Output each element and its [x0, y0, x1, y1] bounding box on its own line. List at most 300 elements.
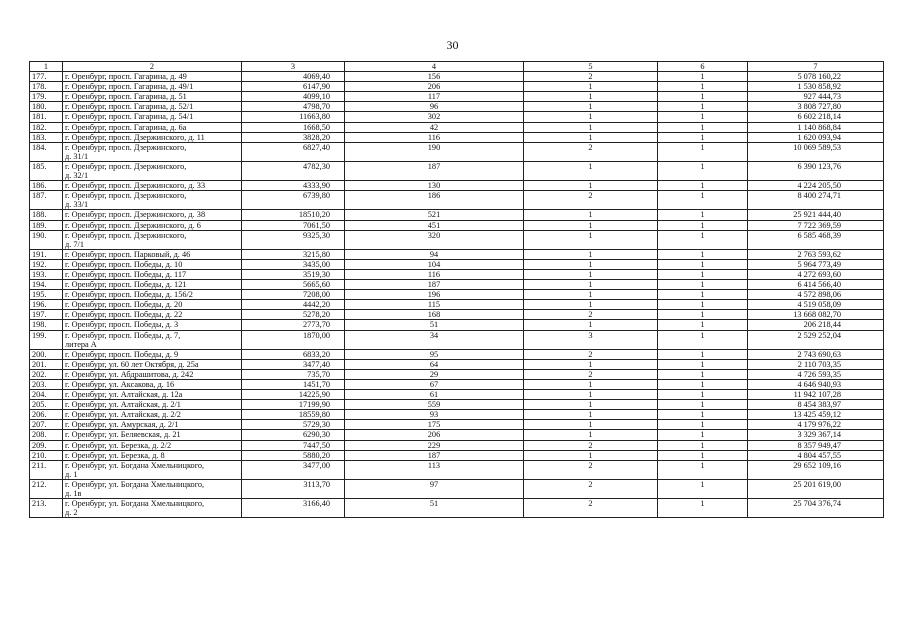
table-row	[30, 161, 884, 180]
cell-amount: 4 224 205,50	[748, 181, 884, 191]
cell-flag: 1	[658, 290, 748, 300]
cell-area: 3477,00	[242, 460, 345, 479]
table-row	[30, 82, 884, 92]
cell-amount: 11 942 107,28	[748, 390, 884, 400]
table-row	[30, 349, 884, 359]
cell-flag: 1	[658, 440, 748, 450]
cell-amount: 13 668 082,70	[748, 310, 884, 320]
cell-area: 14225,90	[242, 390, 345, 400]
cell-amount: 13 425 459,12	[748, 410, 884, 420]
cell-row-number: 209.	[30, 440, 63, 450]
cell-address: г. Оренбург, просп. Дзержинского, д. 32/1	[63, 161, 242, 180]
cell-row-number: 204.	[30, 390, 63, 400]
cell-address: г. Оренбург, просп. Победы, д. 3	[63, 320, 242, 330]
cell-row-number: 185.	[30, 161, 63, 180]
cell-address: г. Оренбург, просп. Дзержинского, д. 33/1	[63, 191, 242, 210]
cell-item-count: 1	[524, 380, 658, 390]
cell-address: г. Оренбург, просп. Дзержинского, д. 7/1	[63, 230, 242, 249]
cell-residents: 64	[345, 359, 524, 369]
table-row	[30, 220, 884, 230]
cell-flag: 1	[658, 72, 748, 82]
cell-row-number: 183.	[30, 132, 63, 142]
table-row	[30, 181, 884, 191]
cell-item-count: 1	[524, 82, 658, 92]
cell-item-count: 2	[524, 142, 658, 161]
cell-amount: 25 201 619,00	[748, 479, 884, 498]
cell-residents: 206	[345, 82, 524, 92]
cell-residents: 320	[345, 230, 524, 249]
cell-area: 4798,70	[242, 102, 345, 112]
cell-flag: 1	[658, 122, 748, 132]
cell-residents: 94	[345, 249, 524, 259]
cell-flag: 1	[658, 380, 748, 390]
table-row	[30, 390, 884, 400]
cell-amount: 6 414 566,40	[748, 280, 884, 290]
header-cell-4: 4	[345, 62, 524, 72]
cell-item-count: 1	[524, 92, 658, 102]
cell-row-number: 180.	[30, 102, 63, 112]
cell-item-count: 1	[524, 420, 658, 430]
cell-flag: 1	[658, 210, 748, 220]
cell-amount: 2 110 703,35	[748, 359, 884, 369]
cell-amount: 2 529 252,04	[748, 330, 884, 349]
cell-amount: 2 743 690,63	[748, 349, 884, 359]
cell-amount: 5 078 160,22	[748, 72, 884, 82]
cell-amount: 4 646 940,93	[748, 380, 884, 390]
cell-residents: 93	[345, 410, 524, 420]
cell-residents: 206	[345, 430, 524, 440]
cell-flag: 1	[658, 479, 748, 498]
cell-address: г. Оренбург, ул. 60 лет Октября, д. 25а	[63, 359, 242, 369]
cell-area: 3166,40	[242, 499, 345, 518]
cell-item-count: 1	[524, 400, 658, 410]
cell-area: 3215,80	[242, 249, 345, 259]
cell-amount: 8 357 949,47	[748, 440, 884, 450]
table-row	[30, 460, 884, 479]
table-row	[30, 420, 884, 430]
cell-area: 1870,00	[242, 330, 345, 349]
cell-amount: 4 272 693,60	[748, 269, 884, 279]
cell-flag: 1	[658, 269, 748, 279]
cell-flag: 1	[658, 320, 748, 330]
cell-residents: 302	[345, 112, 524, 122]
table-row	[30, 142, 884, 161]
cell-row-number: 188.	[30, 210, 63, 220]
cell-address: г. Оренбург, ул. Березка, д. 8	[63, 450, 242, 460]
cell-residents: 187	[345, 280, 524, 290]
cell-flag: 1	[658, 102, 748, 112]
table-row	[30, 191, 884, 210]
cell-area: 7061,50	[242, 220, 345, 230]
cell-flag: 1	[658, 499, 748, 518]
cell-residents: 95	[345, 349, 524, 359]
table-row	[30, 300, 884, 310]
cell-row-number: 184.	[30, 142, 63, 161]
cell-residents: 229	[345, 440, 524, 450]
cell-flag: 1	[658, 132, 748, 142]
cell-item-count: 1	[524, 210, 658, 220]
cell-row-number: 189.	[30, 220, 63, 230]
cell-flag: 1	[658, 259, 748, 269]
cell-area: 17199,90	[242, 400, 345, 410]
cell-item-count: 1	[524, 161, 658, 180]
cell-item-count: 2	[524, 479, 658, 498]
cell-area: 7447,50	[242, 440, 345, 450]
cell-area: 18559,80	[242, 410, 345, 420]
cell-area: 1451,70	[242, 380, 345, 390]
cell-area: 5278,20	[242, 310, 345, 320]
cell-address: г. Оренбург, ул. Алтайская, д. 2/1	[63, 400, 242, 410]
cell-address: г. Оренбург, просп. Дзержинского, д. 38	[63, 210, 242, 220]
cell-item-count: 1	[524, 102, 658, 112]
cell-area: 5880,20	[242, 450, 345, 460]
cell-area: 9325,30	[242, 230, 345, 249]
table-row	[30, 330, 884, 349]
cell-residents: 187	[345, 450, 524, 460]
cell-item-count: 1	[524, 300, 658, 310]
cell-residents: 521	[345, 210, 524, 220]
cell-row-number: 210.	[30, 450, 63, 460]
cell-residents: 96	[345, 102, 524, 112]
cell-area: 6833,20	[242, 349, 345, 359]
cell-amount: 8 400 274,71	[748, 191, 884, 210]
cell-amount: 206 218,44	[748, 320, 884, 330]
cell-item-count: 1	[524, 290, 658, 300]
cell-amount: 6 585 468,39	[748, 230, 884, 249]
cell-area: 7208,00	[242, 290, 345, 300]
cell-address: г. Оренбург, просп. Победы, д. 22	[63, 310, 242, 320]
cell-item-count: 1	[524, 259, 658, 269]
cell-item-count: 1	[524, 230, 658, 249]
cell-row-number: 196.	[30, 300, 63, 310]
cell-flag: 1	[658, 450, 748, 460]
cell-residents: 51	[345, 499, 524, 518]
cell-address: г. Оренбург, просп. Гагарина, д. 52/1	[63, 102, 242, 112]
cell-area: 3435,00	[242, 259, 345, 269]
cell-residents: 29	[345, 369, 524, 379]
cell-area: 18510,20	[242, 210, 345, 220]
cell-row-number: 197.	[30, 310, 63, 320]
cell-item-count: 2	[524, 349, 658, 359]
table-row	[30, 230, 884, 249]
cell-residents: 116	[345, 269, 524, 279]
cell-flag: 1	[658, 191, 748, 210]
cell-row-number: 200.	[30, 349, 63, 359]
cell-amount: 6 602 218,14	[748, 112, 884, 122]
cell-flag: 1	[658, 82, 748, 92]
cell-item-count: 1	[524, 430, 658, 440]
table-row	[30, 310, 884, 320]
table-row	[30, 450, 884, 460]
cell-row-number: 213.	[30, 499, 63, 518]
cell-flag: 1	[658, 92, 748, 102]
cell-area: 4099,10	[242, 92, 345, 102]
table-row	[30, 210, 884, 220]
cell-residents: 115	[345, 300, 524, 310]
cell-address: г. Оренбург, просп. Гагарина, д. 49	[63, 72, 242, 82]
cell-area: 4782,30	[242, 161, 345, 180]
cell-area: 3519,30	[242, 269, 345, 279]
cell-residents: 175	[345, 420, 524, 430]
table-row	[30, 430, 884, 440]
cell-amount: 7 722 369,59	[748, 220, 884, 230]
cell-address: г. Оренбург, просп. Парковый, д. 46	[63, 249, 242, 259]
header-cell-3: 3	[242, 62, 345, 72]
cell-residents: 104	[345, 259, 524, 269]
cell-amount: 4 726 593,35	[748, 369, 884, 379]
cell-address: г. Оренбург, просп. Победы, д. 20	[63, 300, 242, 310]
cell-address: г. Оренбург, просп. Победы, д. 10	[63, 259, 242, 269]
cell-row-number: 182.	[30, 122, 63, 132]
cell-flag: 1	[658, 420, 748, 430]
table-row	[30, 280, 884, 290]
cell-amount: 927 444,73	[748, 92, 884, 102]
table-row	[30, 102, 884, 112]
cell-amount: 4 804 457,55	[748, 450, 884, 460]
cell-residents: 117	[345, 92, 524, 102]
header-cell-1: 1	[30, 62, 63, 72]
cell-item-count: 1	[524, 320, 658, 330]
cell-area: 4442,20	[242, 300, 345, 310]
cell-item-count: 2	[524, 72, 658, 82]
cell-area: 3828,20	[242, 132, 345, 142]
cell-address: г. Оренбург, ул. Березка, д. 2/2	[63, 440, 242, 450]
table-row	[30, 499, 884, 518]
cell-row-number: 207.	[30, 420, 63, 430]
cell-amount: 3 329 367,14	[748, 430, 884, 440]
cell-amount: 25 704 376,74	[748, 499, 884, 518]
cell-address: г. Оренбург, просп. Гагарина, д. 49/1	[63, 82, 242, 92]
cell-item-count: 2	[524, 191, 658, 210]
cell-row-number: 198.	[30, 320, 63, 330]
cell-flag: 1	[658, 220, 748, 230]
cell-item-count: 1	[524, 132, 658, 142]
cell-item-count: 1	[524, 269, 658, 279]
table-row	[30, 249, 884, 259]
cell-flag: 1	[658, 300, 748, 310]
cell-area: 5665,60	[242, 280, 345, 290]
cell-flag: 1	[658, 400, 748, 410]
cell-address: г. Оренбург, ул. Аксакова, д. 16	[63, 380, 242, 390]
cell-item-count: 2	[524, 499, 658, 518]
cell-item-count: 1	[524, 122, 658, 132]
table-row	[30, 112, 884, 122]
cell-row-number: 187.	[30, 191, 63, 210]
table-row	[30, 290, 884, 300]
cell-residents: 168	[345, 310, 524, 320]
cell-item-count: 2	[524, 460, 658, 479]
cell-flag: 1	[658, 410, 748, 420]
cell-residents: 67	[345, 380, 524, 390]
cell-address: г. Оренбург, просп. Дзержинского, д. 31/1	[63, 142, 242, 161]
cell-address: г. Оренбург, просп. Победы, д. 117	[63, 269, 242, 279]
cell-row-number: 186.	[30, 181, 63, 191]
cell-area: 4069,40	[242, 72, 345, 82]
cell-area: 6827,40	[242, 142, 345, 161]
cell-row-number: 202.	[30, 369, 63, 379]
cell-row-number: 212.	[30, 479, 63, 498]
cell-residents: 113	[345, 460, 524, 479]
table-row	[30, 359, 884, 369]
cell-item-count: 3	[524, 330, 658, 349]
cell-area: 4333,90	[242, 181, 345, 191]
table-row	[30, 380, 884, 390]
cell-address: г. Оренбург, просп. Гагарина, д. 54/1	[63, 112, 242, 122]
cell-amount: 4 519 058,09	[748, 300, 884, 310]
table-row	[30, 479, 884, 498]
cell-address: г. Оренбург, ул. Абдрашитова, д. 242	[63, 369, 242, 379]
cell-amount: 5 964 773,49	[748, 259, 884, 269]
cell-residents: 97	[345, 479, 524, 498]
cell-area: 3477,40	[242, 359, 345, 369]
cell-area: 6739,80	[242, 191, 345, 210]
page-number: 30	[446, 38, 459, 52]
cell-flag: 1	[658, 460, 748, 479]
cell-item-count: 1	[524, 220, 658, 230]
cell-row-number: 181.	[30, 112, 63, 122]
cell-address: г. Оренбург, просп. Гагарина, д. 6а	[63, 122, 242, 132]
cell-flag: 1	[658, 430, 748, 440]
cell-amount: 4 572 898,06	[748, 290, 884, 300]
cell-residents: 61	[345, 390, 524, 400]
cell-residents: 116	[345, 132, 524, 142]
cell-area: 5729,30	[242, 420, 345, 430]
cell-row-number: 206.	[30, 410, 63, 420]
cell-flag: 1	[658, 359, 748, 369]
cell-row-number: 191.	[30, 249, 63, 259]
cell-row-number: 208.	[30, 430, 63, 440]
cell-item-count: 1	[524, 280, 658, 290]
cell-item-count: 1	[524, 249, 658, 259]
cell-row-number: 195.	[30, 290, 63, 300]
cell-address: г. Оренбург, ул. Богдана Хмельницкого, д. 1в	[63, 479, 242, 498]
cell-row-number: 192.	[30, 259, 63, 269]
cell-amount: 6 390 123,76	[748, 161, 884, 180]
table-row	[30, 269, 884, 279]
cell-address: г. Оренбург, просп. Гагарина, д. 51	[63, 92, 242, 102]
cell-item-count: 2	[524, 369, 658, 379]
table-row	[30, 92, 884, 102]
cell-row-number: 179.	[30, 92, 63, 102]
header-cell-2: 2	[63, 62, 242, 72]
cell-amount: 1 530 858,92	[748, 82, 884, 92]
cell-item-count: 2	[524, 440, 658, 450]
cell-item-count: 1	[524, 181, 658, 191]
table-row	[30, 410, 884, 420]
cell-amount: 3 808 727,80	[748, 102, 884, 112]
cell-flag: 1	[658, 310, 748, 320]
cell-address: г. Оренбург, просп. Дзержинского, д. 33	[63, 181, 242, 191]
cell-area: 6290,30	[242, 430, 345, 440]
cell-residents: 196	[345, 290, 524, 300]
table-row	[30, 122, 884, 132]
table-row	[30, 400, 884, 410]
cell-residents: 34	[345, 330, 524, 349]
cell-area: 735,70	[242, 369, 345, 379]
cell-flag: 1	[658, 142, 748, 161]
cell-address: г. Оренбург, ул. Алтайская, д. 2/2	[63, 410, 242, 420]
table-row	[30, 320, 884, 330]
cell-area: 1668,50	[242, 122, 345, 132]
cell-residents: 156	[345, 72, 524, 82]
cell-flag: 1	[658, 349, 748, 359]
header-cell-6: 6	[658, 62, 748, 72]
cell-address: г. Оренбург, ул. Богдана Хмельницкого, д. 1	[63, 460, 242, 479]
header-cell-5: 5	[524, 62, 658, 72]
cell-address: г. Оренбург, просп. Победы, д. 7, литера А	[63, 330, 242, 349]
cell-amount: 2 763 593,62	[748, 249, 884, 259]
data-table	[29, 61, 884, 518]
cell-item-count: 1	[524, 410, 658, 420]
cell-item-count: 2	[524, 310, 658, 320]
cell-row-number: 211.	[30, 460, 63, 479]
cell-residents: 130	[345, 181, 524, 191]
cell-amount: 8 454 383,97	[748, 400, 884, 410]
cell-amount: 29 652 109,16	[748, 460, 884, 479]
cell-address: г. Оренбург, ул. Амурская, д. 2/1	[63, 420, 242, 430]
cell-flag: 1	[658, 390, 748, 400]
cell-flag: 1	[658, 249, 748, 259]
cell-amount: 1 620 093,94	[748, 132, 884, 142]
table-row	[30, 259, 884, 269]
cell-residents: 51	[345, 320, 524, 330]
cell-item-count: 1	[524, 450, 658, 460]
cell-residents: 42	[345, 122, 524, 132]
cell-flag: 1	[658, 181, 748, 191]
cell-amount: 25 921 444,40	[748, 210, 884, 220]
cell-row-number: 199.	[30, 330, 63, 349]
cell-address: г. Оренбург, просп. Дзержинского, д. 11	[63, 132, 242, 142]
cell-residents: 187	[345, 161, 524, 180]
cell-address: г. Оренбург, ул. Беляевская, д. 21	[63, 430, 242, 440]
cell-row-number: 201.	[30, 359, 63, 369]
cell-area: 2773,70	[242, 320, 345, 330]
cell-residents: 451	[345, 220, 524, 230]
cell-residents: 186	[345, 191, 524, 210]
cell-row-number: 178.	[30, 82, 63, 92]
cell-amount: 4 179 976,22	[748, 420, 884, 430]
cell-address: г. Оренбург, просп. Победы, д. 9	[63, 349, 242, 359]
table-row	[30, 132, 884, 142]
cell-item-count: 1	[524, 359, 658, 369]
cell-row-number: 205.	[30, 400, 63, 410]
table-row	[30, 440, 884, 450]
cell-row-number: 177.	[30, 72, 63, 82]
cell-flag: 1	[658, 230, 748, 249]
table-row	[30, 369, 884, 379]
cell-flag: 1	[658, 112, 748, 122]
cell-row-number: 190.	[30, 230, 63, 249]
cell-address: г. Оренбург, просп. Победы, д. 156/2	[63, 290, 242, 300]
cell-address: г. Оренбург, ул. Алтайская, д. 12а	[63, 390, 242, 400]
header-row	[30, 62, 884, 72]
cell-row-number: 193.	[30, 269, 63, 279]
cell-area: 11663,80	[242, 112, 345, 122]
cell-address: г. Оренбург, ул. Богдана Хмельницкого, д. 2	[63, 499, 242, 518]
cell-residents: 559	[345, 400, 524, 410]
cell-flag: 1	[658, 369, 748, 379]
cell-flag: 1	[658, 161, 748, 180]
table-row	[30, 72, 884, 82]
cell-flag: 1	[658, 280, 748, 290]
cell-amount: 1 140 868,84	[748, 122, 884, 132]
cell-row-number: 203.	[30, 380, 63, 390]
cell-address: г. Оренбург, просп. Победы, д. 121	[63, 280, 242, 290]
cell-row-number: 194.	[30, 280, 63, 290]
cell-area: 3113,70	[242, 479, 345, 498]
header-cell-7: 7	[748, 62, 884, 72]
cell-item-count: 1	[524, 112, 658, 122]
